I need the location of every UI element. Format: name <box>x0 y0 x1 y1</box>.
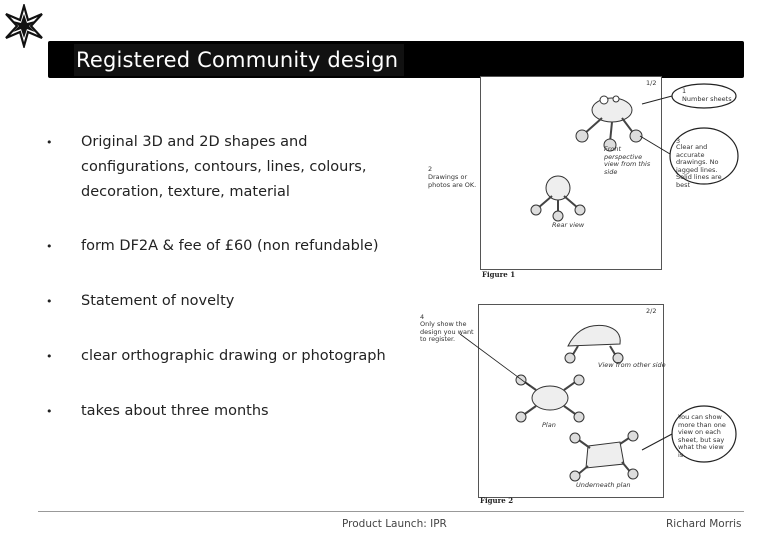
bullet-text: form DF2A & fee of £60 (non refundable) <box>81 238 379 254</box>
footer-presentation-title: Product Launch: IPR <box>342 518 447 530</box>
view-label: Rear view <box>552 221 585 229</box>
figure-2-caption: Figure 2 <box>480 496 514 505</box>
footer-divider <box>38 511 744 512</box>
figure-2 <box>420 300 740 505</box>
note-number: 4 <box>420 313 425 321</box>
bullet-text: Statement of novelty <box>81 293 235 309</box>
note-text: Clear and accurate drawings. No jagged lines. Solid lines are best <box>676 143 722 189</box>
bullet-text: Original 3D and 2D shapes and configurations, contours, lines, colours, decoration, texture, material <box>81 134 367 200</box>
footer-author: Richard Morris <box>666 518 742 530</box>
note-text: Only show the design you want to register. <box>420 320 474 343</box>
note-text: Drawings or photos are OK. <box>428 173 477 189</box>
callout-arrows <box>420 300 740 505</box>
bullet-text: clear orthographic drawing or photograph <box>81 348 386 364</box>
note-text: You can show more than one view on each sheet, but say what the view is. <box>678 413 726 459</box>
note-number: 1 <box>682 87 687 95</box>
bullet-marker: • <box>46 240 53 253</box>
bullet-text: takes about three months <box>81 403 269 419</box>
figure-1-caption: Figure 1 <box>482 270 516 279</box>
callout-arrows <box>420 76 740 281</box>
view-label: Underneath plan <box>576 481 631 489</box>
star-logo-icon <box>4 4 44 48</box>
bullet-marker: • <box>46 350 53 363</box>
view-label: Plan <box>542 421 556 429</box>
note-text: Number sheets <box>682 95 732 103</box>
bullet-marker: • <box>46 136 53 149</box>
note-number: 2 <box>428 165 433 173</box>
figure-1-page-number: 1/2 <box>646 79 657 87</box>
slide-title: Registered Community design <box>74 44 404 76</box>
view-label: Front perspective view from this side <box>604 145 651 176</box>
bullet-marker: • <box>46 405 53 418</box>
note-number: 3 <box>676 137 681 145</box>
figure-1 <box>420 76 740 281</box>
view-label: View from other side <box>598 361 666 369</box>
bullet-marker: • <box>46 295 53 308</box>
figure-2-page-number: 2/2 <box>646 307 657 315</box>
